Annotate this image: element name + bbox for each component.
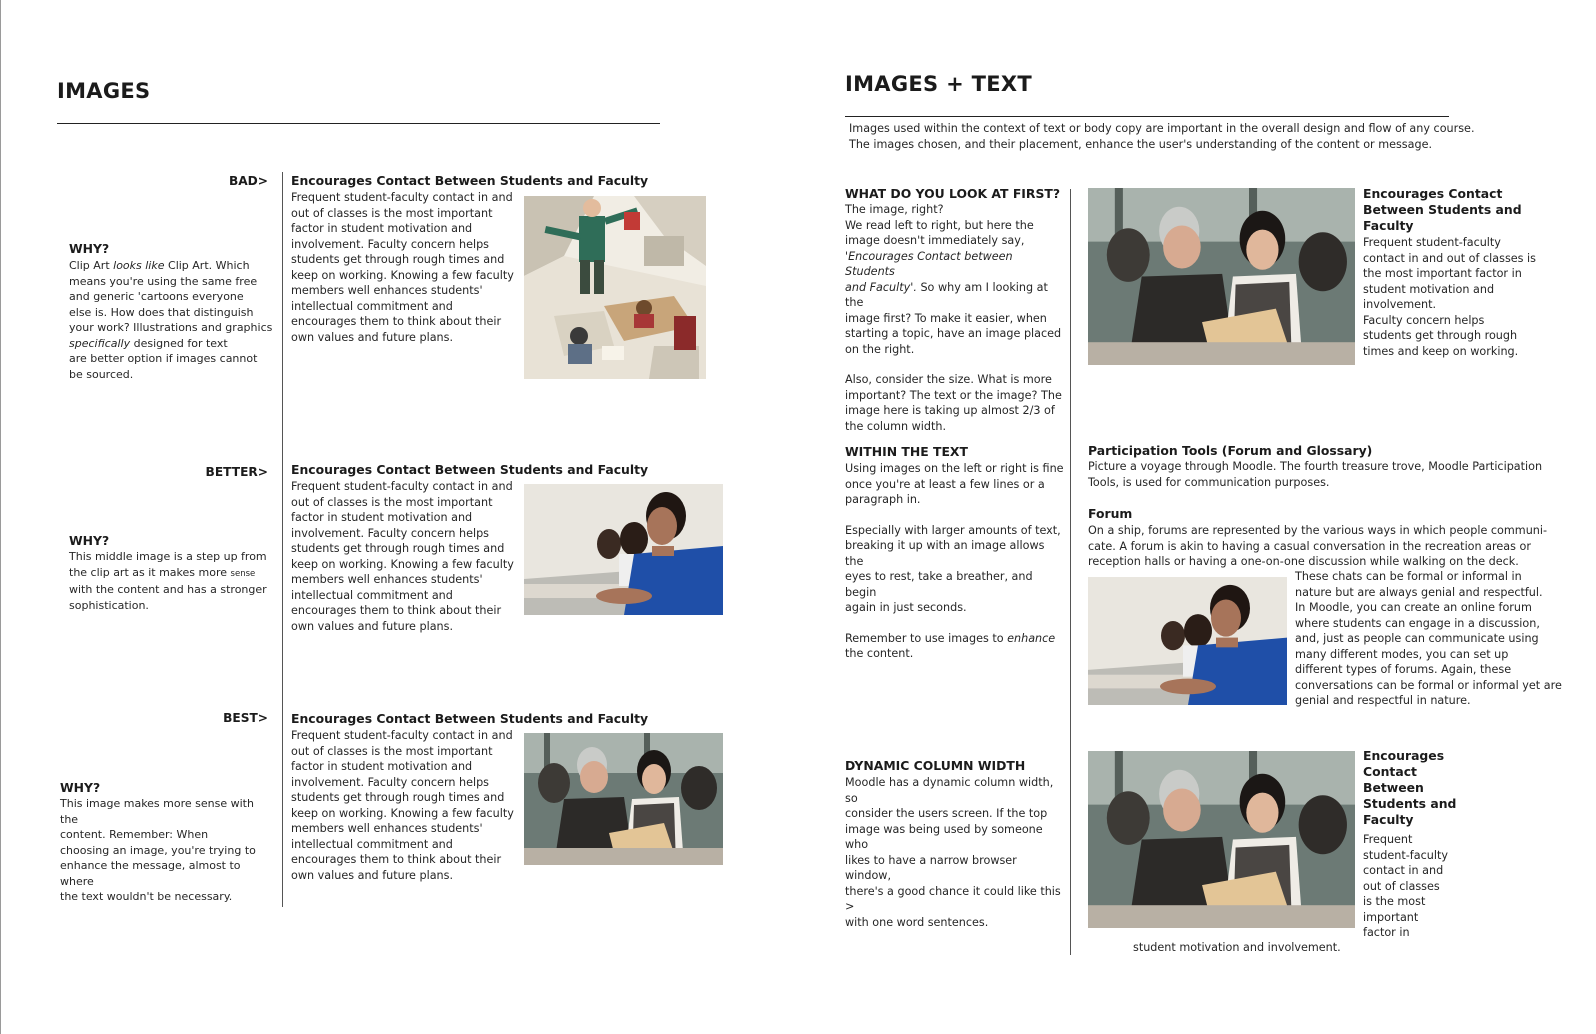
bad-label: BAD> — [228, 174, 268, 188]
better-label: BETTER> — [205, 465, 268, 479]
bad-example-heading: Encourages Contact Between Students and Faculty — [291, 173, 649, 188]
best-example-heading: Encourages Contact Between Students and Faculty — [291, 711, 649, 726]
what-look-first-text: The image, right? We read left to right, but here the image doesn't immediately say, 'Encourages Contact between Students and Faculty'. So why am I looking at the image first? To make it easier, when starting a topic, have an image placed on the right. Also, consider the size. What is more important? The text or the image? The image here is taking up almost 2/3 of the column width. — [845, 203, 1062, 433]
s3-example-body: Frequent student-faculty contact in and out of classes is the most important factor in — [1363, 833, 1448, 939]
right-intro: Images used within the context of text or body copy are important in the overall design and flow of any course. The images chosen, and their placement, enhance the user's understanding of the content or message. — [849, 122, 1475, 151]
faculty-student-photo-large — [1088, 188, 1355, 365]
best-label: BEST> — [223, 711, 268, 725]
right-page-title: IMAGES + TEXT — [845, 72, 1032, 96]
better-example-body: Frequent student-faculty contact in and out of classes is the most important factor in student motivation and involvement. Faculty concern helps students get through rough times and keep on working. Knowing a few faculty members well enhances students' intellectual commitment and encourages them to think about their own values and future plans. — [291, 480, 514, 633]
within-text-title: WITHIN THE TEXT — [845, 444, 968, 459]
within-text-body: Using images on the left or right is fine once you're at least a few lines or a paragraph in. Especially with larger amounts of text, breaking it up with an image allows the eyes to rest, take a breather, and begin again in just seconds. Remember to use images to enhance the content. — [845, 462, 1064, 660]
s3-example-tail: student motivation and involvement. — [1133, 941, 1341, 954]
best-why-text: This image makes more sense with the content. Remember: When choosing an image, you're trying to enhance the message, almost to where the text wouldn't be necessary. — [60, 797, 256, 903]
bad-why-text: Clip Art looks like Clip Art. Which means you're using the same free and generic 'cartoons everyone else is. How does that distinguish your work? Illustrations and graphics specifically designed for text are better option if images cannot be sourced. — [69, 259, 273, 381]
forum-text: On a ship, forums are represented by the various ways in which people communi- cate. A forum is akin to having a casual conversation in the recreation areas or reception halls or having a one-on-one discussion while walking on the deck. — [1088, 524, 1548, 568]
participation-tools-title: Participation Tools (Forum and Glossary) — [1088, 443, 1373, 458]
s3-example-heading: Encourages Contact Between Students and Faculty — [1363, 748, 1457, 827]
bad-example-body: Frequent student-faculty contact in and out of classes is the most important factor in student motivation and involvement. Faculty concern helps students get through rough times and keep on working. Knowing a few faculty members well enhances students' intellectual commitment and encourages them to think about their own values and future plans. — [291, 191, 514, 344]
what-look-first-title: WHAT DO YOU LOOK AT FIRST? — [845, 186, 1061, 201]
dynamic-column-title: DYNAMIC COLUMN WIDTH — [845, 758, 1026, 773]
clip-art-teacher-illustration — [524, 196, 706, 379]
left-title-rule — [57, 123, 660, 124]
bad-why-title: WHY? — [69, 241, 110, 256]
page-edge — [0, 0, 1, 1034]
better-why-text: This middle image is a step up from the clip art as it makes more sense with the content and has a stronger sophistication. — [69, 550, 267, 612]
right-title-rule — [845, 116, 1449, 117]
best-example-body: Frequent student-faculty contact in and out of classes is the most important factor in student motivation and involvement. Faculty concern helps students get through rough times and keep on working. Knowing a few faculty members well enhances students' intellectual commitment and encourages them to think about their own values and future plans. — [291, 729, 514, 882]
forum-subtitle: Forum — [1088, 506, 1133, 521]
faculty-student-photo — [524, 733, 723, 865]
forum-wrap-text: These chats can be formal or informal in nature but are always genial and respectful. In Moodle, you can create an online forum where students can engage in a discussion, and, just as people can communicate using many different modes, you can set up different types of forums. Again, these conversations can be formal or informal yet are genial and respectful in nature. — [1295, 570, 1562, 707]
s1-example-heading: Encourages Contact Between Students and Faculty — [1363, 186, 1522, 233]
left-page-title: IMAGES — [57, 79, 151, 103]
better-example-heading: Encourages Contact Between Students and Faculty — [291, 462, 649, 477]
dynamic-column-text: Moodle has a dynamic column width, so consider the users screen. If the top image was being used by someone who likes to have a narrow browser window, there's a good chance it could like this > with one word sentences. — [845, 776, 1061, 929]
right-column-divider — [1070, 189, 1071, 955]
participation-tools-text: Picture a voyage through Moodle. The fourth treasure trove, Moodle Participation Tools, is used for communication purposes. — [1088, 460, 1543, 489]
best-why-title: WHY? — [60, 780, 101, 795]
left-column-divider — [282, 172, 283, 907]
student-photo-smiling — [524, 484, 723, 615]
better-why-title: WHY? — [69, 533, 110, 548]
student-photo-smiling-inline — [1088, 577, 1287, 705]
s1-example-body: Frequent student-faculty contact in and out of classes is the most important factor in student motivation and involvement. Faculty concern helps students get through rough times and keep on working. — [1363, 236, 1536, 358]
faculty-student-photo-narrow — [1088, 751, 1355, 928]
